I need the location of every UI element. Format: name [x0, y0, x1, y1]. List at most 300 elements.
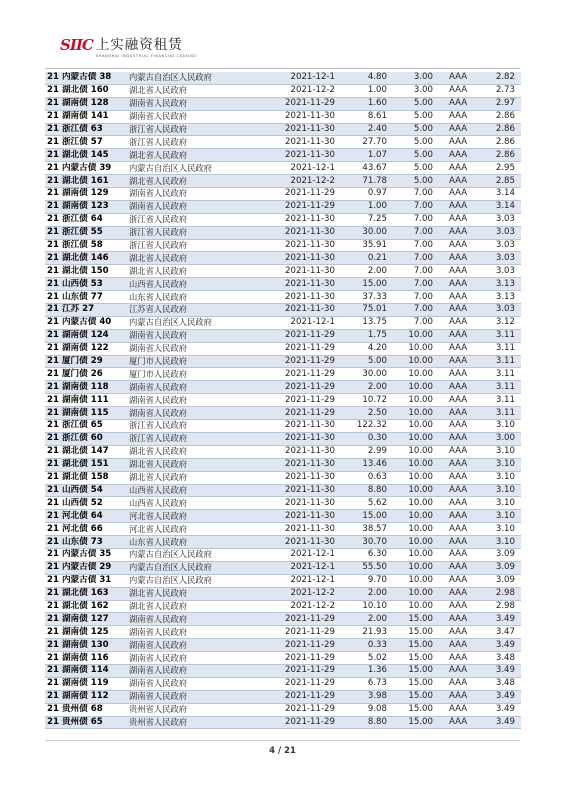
issue-date-cell: 2021-11-29: [261, 664, 345, 677]
issue-date-cell: 2021-11-30: [261, 445, 345, 458]
yield-cell: 2.98: [489, 587, 521, 600]
rating-cell: AAA: [435, 626, 489, 639]
term-cell: 15.00: [389, 639, 435, 652]
bond-name-cell: 21 湖南债 118: [45, 381, 127, 394]
yield-cell: 3.49: [489, 639, 521, 652]
rating-cell: AAA: [435, 600, 489, 613]
issue-date-cell: 2021-11-29: [261, 381, 345, 394]
bond-name-cell: 21 湖北债 163: [45, 587, 127, 600]
yield-cell: 3.03: [489, 226, 521, 239]
bond-name-cell: 21 内蒙古债 31: [45, 574, 127, 587]
issue-date-cell: 2021-11-30: [261, 278, 345, 291]
issue-date-cell: 2021-11-29: [261, 200, 345, 213]
issue-date-cell: 2021-12-2: [261, 587, 345, 600]
yield-cell: 3.03: [489, 252, 521, 265]
issue-date-cell: 2021-12-1: [261, 72, 345, 84]
bond-table-container: [45, 72, 521, 729]
bond-name-cell: 21 湖北债 160: [45, 84, 127, 97]
issue-date-cell: 2021-11-30: [261, 291, 345, 304]
rating-cell: AAA: [435, 252, 489, 265]
table-row: [45, 626, 521, 639]
term-cell: 5.00: [389, 136, 435, 149]
company-name-cn: 上实融资租赁: [95, 37, 183, 53]
issue-date-cell: 2021-11-30: [261, 536, 345, 549]
term-cell: 10.00: [389, 471, 435, 484]
term-cell: 5.00: [389, 149, 435, 162]
issuer-cell: 内蒙古自治区人民政府: [127, 72, 261, 84]
issue-date-cell: 2021-11-30: [261, 252, 345, 265]
table-row: [45, 471, 521, 484]
table-row: [45, 162, 521, 175]
amount-cell: 9.08: [345, 703, 389, 716]
issuer-cell: 内蒙古自治区人民政府: [127, 162, 261, 175]
term-cell: 15.00: [389, 652, 435, 665]
term-cell: 15.00: [389, 664, 435, 677]
issue-date-cell: 2021-11-29: [261, 342, 345, 355]
bond-name-cell: 21 山西债 54: [45, 484, 127, 497]
table-row: [45, 175, 521, 188]
rating-cell: AAA: [435, 175, 489, 188]
table-row: [45, 278, 521, 291]
amount-cell: 1.75: [345, 329, 389, 342]
issue-date-cell: 2021-11-30: [261, 420, 345, 433]
bond-name-cell: 21 河北债 66: [45, 523, 127, 536]
issue-date-cell: 2021-12-1: [261, 548, 345, 561]
table-row: [45, 342, 521, 355]
issue-date-cell: 2021-11-29: [261, 613, 345, 626]
yield-cell: 3.09: [489, 561, 521, 574]
yield-cell: 3.11: [489, 355, 521, 368]
rating-cell: AAA: [435, 84, 489, 97]
rating-cell: AAA: [435, 226, 489, 239]
amount-cell: 0.21: [345, 252, 389, 265]
yield-cell: 3.12: [489, 316, 521, 329]
table-row: [45, 123, 521, 136]
rating-cell: AAA: [435, 652, 489, 665]
table-row: [45, 510, 521, 523]
yield-cell: 3.11: [489, 394, 521, 407]
table-row: [45, 690, 521, 703]
term-cell: 10.00: [389, 368, 435, 381]
table-row: [45, 664, 521, 677]
term-cell: 7.00: [389, 252, 435, 265]
term-cell: 3.00: [389, 72, 435, 84]
table-row: [45, 72, 521, 84]
term-cell: 15.00: [389, 703, 435, 716]
rating-cell: AAA: [435, 304, 489, 317]
issuer-cell: 山西省人民政府: [127, 278, 261, 291]
issuer-cell: 内蒙古自治区人民政府: [127, 316, 261, 329]
issuer-cell: 浙江省人民政府: [127, 432, 261, 445]
bond-table-body: [45, 72, 521, 729]
issuer-cell: 湖南省人民政府: [127, 626, 261, 639]
bond-name-cell: 21 浙江债 60: [45, 432, 127, 445]
bond-issuance-table: [45, 72, 521, 729]
yield-cell: 2.97: [489, 97, 521, 110]
amount-cell: 27.70: [345, 136, 389, 149]
bond-name-cell: 21 湖南债 123: [45, 200, 127, 213]
issue-date-cell: 2021-11-29: [261, 677, 345, 690]
table-row: [45, 394, 521, 407]
yield-cell: 2.85: [489, 175, 521, 188]
issue-date-cell: 2021-11-29: [261, 703, 345, 716]
term-cell: 7.00: [389, 188, 435, 201]
amount-cell: 13.46: [345, 458, 389, 471]
issuer-cell: 贵州省人民政府: [127, 716, 261, 729]
rating-cell: AAA: [435, 587, 489, 600]
term-cell: 10.00: [389, 587, 435, 600]
table-row: [45, 291, 521, 304]
term-cell: 10.00: [389, 484, 435, 497]
yield-cell: 3.13: [489, 278, 521, 291]
company-name-en: SHANGHAI INDUSTRIAL FINANCIAL LEASING: [95, 54, 197, 58]
yield-cell: 3.11: [489, 342, 521, 355]
issue-date-cell: 2021-11-29: [261, 97, 345, 110]
yield-cell: 3.09: [489, 574, 521, 587]
term-cell: 15.00: [389, 626, 435, 639]
bond-name-cell: 21 湖南债 128: [45, 97, 127, 110]
bond-name-cell: 21 湖南债 122: [45, 342, 127, 355]
issue-date-cell: 2021-12-1: [261, 316, 345, 329]
amount-cell: 2.99: [345, 445, 389, 458]
issue-date-cell: 2021-11-29: [261, 368, 345, 381]
rating-cell: AAA: [435, 316, 489, 329]
bond-name-cell: 21 湖南债 115: [45, 407, 127, 420]
issue-date-cell: 2021-11-30: [261, 432, 345, 445]
term-cell: 10.00: [389, 510, 435, 523]
bond-name-cell: 21 浙江债 58: [45, 239, 127, 252]
issue-date-cell: 2021-11-30: [261, 123, 345, 136]
amount-cell: 55.50: [345, 561, 389, 574]
amount-cell: 9.70: [345, 574, 389, 587]
issue-date-cell: 2021-12-2: [261, 600, 345, 613]
rating-cell: AAA: [435, 664, 489, 677]
yield-cell: 3.10: [489, 497, 521, 510]
term-cell: 10.00: [389, 355, 435, 368]
issue-date-cell: 2021-11-30: [261, 304, 345, 317]
term-cell: 10.00: [389, 381, 435, 394]
amount-cell: 10.72: [345, 394, 389, 407]
rating-cell: AAA: [435, 703, 489, 716]
term-cell: 7.00: [389, 213, 435, 226]
issuer-cell: 湖北省人民政府: [127, 149, 261, 162]
amount-cell: 1.07: [345, 149, 389, 162]
issue-date-cell: 2021-11-29: [261, 188, 345, 201]
bond-name-cell: 21 湖北债 145: [45, 149, 127, 162]
rating-cell: AAA: [435, 716, 489, 729]
term-cell: 10.00: [389, 561, 435, 574]
bond-name-cell: 21 内蒙古债 29: [45, 561, 127, 574]
table-row: [45, 407, 521, 420]
rating-cell: AAA: [435, 613, 489, 626]
amount-cell: 13.75: [345, 316, 389, 329]
table-row: [45, 587, 521, 600]
issuer-cell: 浙江省人民政府: [127, 123, 261, 136]
amount-cell: 8.80: [345, 484, 389, 497]
bond-name-cell: 21 湖南债 116: [45, 652, 127, 665]
rating-cell: AAA: [435, 213, 489, 226]
table-row: [45, 613, 521, 626]
rating-cell: AAA: [435, 639, 489, 652]
table-row: [45, 329, 521, 342]
siic-logo-mark: SIIC: [60, 36, 93, 54]
term-cell: 7.00: [389, 304, 435, 317]
amount-cell: 1.00: [345, 84, 389, 97]
table-row: [45, 458, 521, 471]
yield-cell: 3.10: [489, 510, 521, 523]
rating-cell: AAA: [435, 265, 489, 278]
issuer-cell: 湖南省人民政府: [127, 188, 261, 201]
amount-cell: 0.33: [345, 639, 389, 652]
rating-cell: AAA: [435, 484, 489, 497]
term-cell: 10.00: [389, 536, 435, 549]
table-row: [45, 149, 521, 162]
yield-cell: 2.95: [489, 162, 521, 175]
issuer-cell: 湖北省人民政府: [127, 265, 261, 278]
issue-date-cell: 2021-11-29: [261, 639, 345, 652]
yield-cell: 3.10: [489, 484, 521, 497]
amount-cell: 4.80: [345, 72, 389, 84]
term-cell: 10.00: [389, 497, 435, 510]
rating-cell: AAA: [435, 536, 489, 549]
issue-date-cell: 2021-11-29: [261, 355, 345, 368]
table-row: [45, 548, 521, 561]
table-row: [45, 561, 521, 574]
rating-cell: AAA: [435, 420, 489, 433]
issue-date-cell: 2021-11-30: [261, 265, 345, 278]
issue-date-cell: 2021-11-29: [261, 690, 345, 703]
amount-cell: 2.00: [345, 265, 389, 278]
bond-name-cell: 21 浙江债 65: [45, 420, 127, 433]
bond-name-cell: 21 江苏 27: [45, 304, 127, 317]
bond-name-cell: 21 湖北债 162: [45, 600, 127, 613]
rating-cell: AAA: [435, 200, 489, 213]
amount-cell: 1.60: [345, 97, 389, 110]
yield-cell: 3.48: [489, 652, 521, 665]
yield-cell: 3.03: [489, 265, 521, 278]
issuer-cell: 内蒙古自治区人民政府: [127, 561, 261, 574]
term-cell: 15.00: [389, 613, 435, 626]
rating-cell: AAA: [435, 394, 489, 407]
bond-name-cell: 21 湖南债 111: [45, 394, 127, 407]
bond-name-cell: 21 湖南债 124: [45, 329, 127, 342]
term-cell: 10.00: [389, 329, 435, 342]
issue-date-cell: 2021-11-30: [261, 213, 345, 226]
yield-cell: 3.48: [489, 677, 521, 690]
yield-cell: 3.49: [489, 664, 521, 677]
bond-name-cell: 21 山西债 52: [45, 497, 127, 510]
rating-cell: AAA: [435, 574, 489, 587]
bond-name-cell: 21 湖南债 125: [45, 626, 127, 639]
term-cell: 10.00: [389, 574, 435, 587]
yield-cell: 3.10: [489, 471, 521, 484]
bond-name-cell: 21 湖南债 127: [45, 613, 127, 626]
term-cell: 10.00: [389, 407, 435, 420]
table-row: [45, 226, 521, 239]
term-cell: 7.00: [389, 200, 435, 213]
rating-cell: AAA: [435, 162, 489, 175]
amount-cell: 21.93: [345, 626, 389, 639]
issue-date-cell: 2021-11-29: [261, 626, 345, 639]
amount-cell: 15.00: [345, 510, 389, 523]
issuer-cell: 湖北省人民政府: [127, 458, 261, 471]
term-cell: 5.00: [389, 162, 435, 175]
term-cell: 5.00: [389, 110, 435, 123]
bond-name-cell: 21 山东债 77: [45, 291, 127, 304]
term-cell: 10.00: [389, 458, 435, 471]
rating-cell: AAA: [435, 677, 489, 690]
page-number: 4 / 21: [269, 746, 296, 756]
issuer-cell: 湖南省人民政府: [127, 677, 261, 690]
bond-name-cell: 21 湖南债 141: [45, 110, 127, 123]
table-row: [45, 304, 521, 317]
yield-cell: 3.03: [489, 304, 521, 317]
term-cell: 15.00: [389, 690, 435, 703]
amount-cell: 2.00: [345, 381, 389, 394]
table-row: [45, 677, 521, 690]
issue-date-cell: 2021-11-30: [261, 239, 345, 252]
issuer-cell: 厦门市人民政府: [127, 355, 261, 368]
amount-cell: 8.80: [345, 716, 389, 729]
issuer-cell: 湖北省人民政府: [127, 445, 261, 458]
term-cell: 7.00: [389, 239, 435, 252]
bond-name-cell: 21 湖南债 114: [45, 664, 127, 677]
rating-cell: AAA: [435, 510, 489, 523]
bond-name-cell: 21 湖南债 130: [45, 639, 127, 652]
yield-cell: 3.09: [489, 548, 521, 561]
rating-cell: AAA: [435, 458, 489, 471]
amount-cell: 1.00: [345, 200, 389, 213]
issue-date-cell: 2021-11-30: [261, 136, 345, 149]
rating-cell: AAA: [435, 342, 489, 355]
rating-cell: AAA: [435, 561, 489, 574]
rating-cell: AAA: [435, 548, 489, 561]
bond-name-cell: 21 贵州债 65: [45, 716, 127, 729]
yield-cell: 2.98: [489, 600, 521, 613]
bond-name-cell: 21 湖南债 112: [45, 690, 127, 703]
issuer-cell: 湖南省人民政府: [127, 664, 261, 677]
bond-name-cell: 21 浙江债 55: [45, 226, 127, 239]
yield-cell: 2.86: [489, 110, 521, 123]
term-cell: 5.00: [389, 97, 435, 110]
issuer-cell: 湖南省人民政府: [127, 613, 261, 626]
rating-cell: AAA: [435, 432, 489, 445]
bond-name-cell: 21 湖北债 150: [45, 265, 127, 278]
issuer-cell: 河北省人民政府: [127, 523, 261, 536]
issuer-cell: 湖南省人民政府: [127, 394, 261, 407]
issuer-cell: 内蒙古自治区人民政府: [127, 548, 261, 561]
issuer-cell: 山东省人民政府: [127, 536, 261, 549]
amount-cell: 0.97: [345, 188, 389, 201]
amount-cell: 1.36: [345, 664, 389, 677]
term-cell: 10.00: [389, 445, 435, 458]
table-row: [45, 110, 521, 123]
issue-date-cell: 2021-11-30: [261, 149, 345, 162]
issuer-cell: 湖北省人民政府: [127, 252, 261, 265]
table-row: [45, 652, 521, 665]
amount-cell: 5.00: [345, 355, 389, 368]
issuer-cell: 湖南省人民政府: [127, 690, 261, 703]
amount-cell: 0.30: [345, 432, 389, 445]
bond-name-cell: 21 内蒙古债 35: [45, 548, 127, 561]
issue-date-cell: 2021-11-30: [261, 510, 345, 523]
table-row: [45, 574, 521, 587]
issuer-cell: 浙江省人民政府: [127, 213, 261, 226]
footer-divider: [45, 740, 520, 741]
issuer-cell: 山东省人民政府: [127, 291, 261, 304]
yield-cell: 3.49: [489, 703, 521, 716]
issuer-cell: 浙江省人民政府: [127, 420, 261, 433]
yield-cell: 3.49: [489, 716, 521, 729]
amount-cell: 6.30: [345, 548, 389, 561]
term-cell: 3.00: [389, 84, 435, 97]
bond-name-cell: 21 浙江债 63: [45, 123, 127, 136]
issuer-cell: 浙江省人民政府: [127, 136, 261, 149]
term-cell: 5.00: [389, 123, 435, 136]
issuer-cell: 湖南省人民政府: [127, 200, 261, 213]
company-logo-text: [96, 38, 197, 59]
term-cell: 15.00: [389, 677, 435, 690]
table-row: [45, 136, 521, 149]
bond-name-cell: 21 湖南债 119: [45, 677, 127, 690]
yield-cell: 2.86: [489, 136, 521, 149]
rating-cell: AAA: [435, 690, 489, 703]
table-row: [45, 200, 521, 213]
issue-date-cell: 2021-12-2: [261, 175, 345, 188]
table-row: [45, 600, 521, 613]
table-row: [45, 497, 521, 510]
bond-name-cell: 21 山东债 73: [45, 536, 127, 549]
term-cell: 10.00: [389, 342, 435, 355]
amount-cell: 43.67: [345, 162, 389, 175]
table-row: [45, 84, 521, 97]
yield-cell: 3.49: [489, 690, 521, 703]
term-cell: 5.00: [389, 175, 435, 188]
table-row: [45, 355, 521, 368]
yield-cell: 2.73: [489, 84, 521, 97]
amount-cell: 3.98: [345, 690, 389, 703]
bond-name-cell: 21 湖南债 129: [45, 188, 127, 201]
issuer-cell: 山西省人民政府: [127, 497, 261, 510]
table-row: [45, 213, 521, 226]
issuer-cell: 湖北省人民政府: [127, 175, 261, 188]
table-row: [45, 381, 521, 394]
rating-cell: AAA: [435, 291, 489, 304]
issue-date-cell: 2021-11-29: [261, 652, 345, 665]
issuer-cell: 山西省人民政府: [127, 484, 261, 497]
yield-cell: 3.10: [489, 445, 521, 458]
table-row: [45, 316, 521, 329]
rating-cell: AAA: [435, 110, 489, 123]
issue-date-cell: 2021-11-30: [261, 497, 345, 510]
table-row: [45, 97, 521, 110]
table-row: [45, 536, 521, 549]
yield-cell: 3.13: [489, 291, 521, 304]
issuer-cell: 湖北省人民政府: [127, 471, 261, 484]
yield-cell: 3.49: [489, 613, 521, 626]
term-cell: 10.00: [389, 523, 435, 536]
bond-name-cell: 21 湖北债 151: [45, 458, 127, 471]
issue-date-cell: 2021-11-30: [261, 471, 345, 484]
issue-date-cell: 2021-12-2: [261, 84, 345, 97]
table-row: [45, 368, 521, 381]
table-row: [45, 420, 521, 433]
issue-date-cell: 2021-12-1: [261, 574, 345, 587]
amount-cell: 2.40: [345, 123, 389, 136]
table-row: [45, 716, 521, 729]
bond-name-cell: 21 山西债 53: [45, 278, 127, 291]
table-row: [45, 703, 521, 716]
